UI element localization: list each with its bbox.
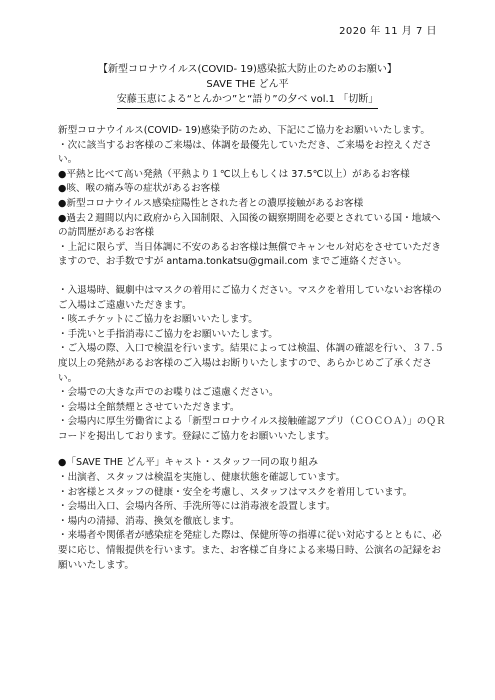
section1-lead: ・次に該当するお客様のご来場は、体調を最優先していただき、ご来場をお控えください。 <box>58 139 432 166</box>
section2-item: ・手洗いと手指消毒にご協力をお願いいたします。 <box>58 328 278 340</box>
section1-cancel-note: ・上記に限らず、当日体調に不安のあるお客様は無償でキャンセル対応をさせていただきますので、お手数ですが antama.tonkatsu@gmail.com までご連絡ください。 <box>58 241 441 268</box>
section1-item: ●平熱と比べて高い発熱（平熱より１℃以上もしくは 37.5℃以上）があるお客様 <box>58 168 410 180</box>
header-event-subtitle: 安藤玉恵による“とんかつ”と“語り”の夕べ vol.1 「切断」 <box>117 92 378 109</box>
section2-item: ・ご入場の際、入口で検温を行います。結果によっては検温、体調の確認を行い、３７.５度以上の発熱があるお客様のご入場はお断りいたしますので、あらかじめご了承ください。 <box>58 343 445 384</box>
section3-item: ・場内の清掃、消毒、換気を徹底します。 <box>58 515 240 527</box>
section2-item: ・会場は全館禁煙とさせていただきます。 <box>58 401 240 413</box>
section1-intro: 新型コロナウイルス(COVID- 19)感染予防のため、下記にご協力をお願いいたします。 <box>58 125 430 136</box>
section3-item: ・出演者、スタッフは検温を実施し、健康状態を確認しています。 <box>58 472 346 484</box>
section2-item: ・入退場時、観劇中はマスクの着用にご協力ください。マスクを着用していないお客様のご入場はご遠慮いただきます。 <box>58 284 442 311</box>
section3-title: ●「SAVE THE どん平」キャスト・スタッフ一同の取り組み <box>58 457 318 469</box>
section3-item: ・会場出入口、会場内各所、手洗所等には消毒液を設置します。 <box>58 501 336 513</box>
section1-item: ●咳、喉の痛み等の症状があるお客様 <box>58 183 220 195</box>
section2-item: ・会場での大きな声でのお喋りはご遠慮ください。 <box>58 387 279 399</box>
document-header <box>0 62 495 109</box>
header-event-title: SAVE THE どん平 <box>206 79 289 90</box>
header-notice-title: 【新型コロナウイルス(COVID- 19)感染拡大防止のためのお願い】 <box>98 64 397 75</box>
section1-item: ●過去２週間以内に政府から入国制限、入国後の観察期間を必要とされている国・地域への訪問歴があるお客様 <box>58 212 441 239</box>
section2-item: ・咳エチケットにご協力をお願いいたします。 <box>58 314 258 326</box>
section3-item: ・来場者や関係者が感染症を発症した際は、保健所等の指導に従い対応するとともに、必要に応じ、情報提供を行います。また、お客様ご自身による来場日時、公演名の記録をお願いいたします。 <box>58 530 442 571</box>
section3-item: ・お客様とスタッフの健康・安全を考慮し、スタッフはマスクを着用しています。 <box>58 486 413 498</box>
section1-item: ●新型コロナウイルス感染症陽性とされた者との濃厚接触があるお客様 <box>58 197 364 209</box>
document-date: 2020 年 11 月 7 日 <box>339 26 437 37</box>
section2-item: ・会場内に厚生労働省による「新型コロナウイルス接触確認アプリ（ＣＯＣＯＡ）」のＱＲコードを掲出しております。登録にご協力をお願いいたします。 <box>58 416 446 442</box>
document-body <box>58 124 450 573</box>
